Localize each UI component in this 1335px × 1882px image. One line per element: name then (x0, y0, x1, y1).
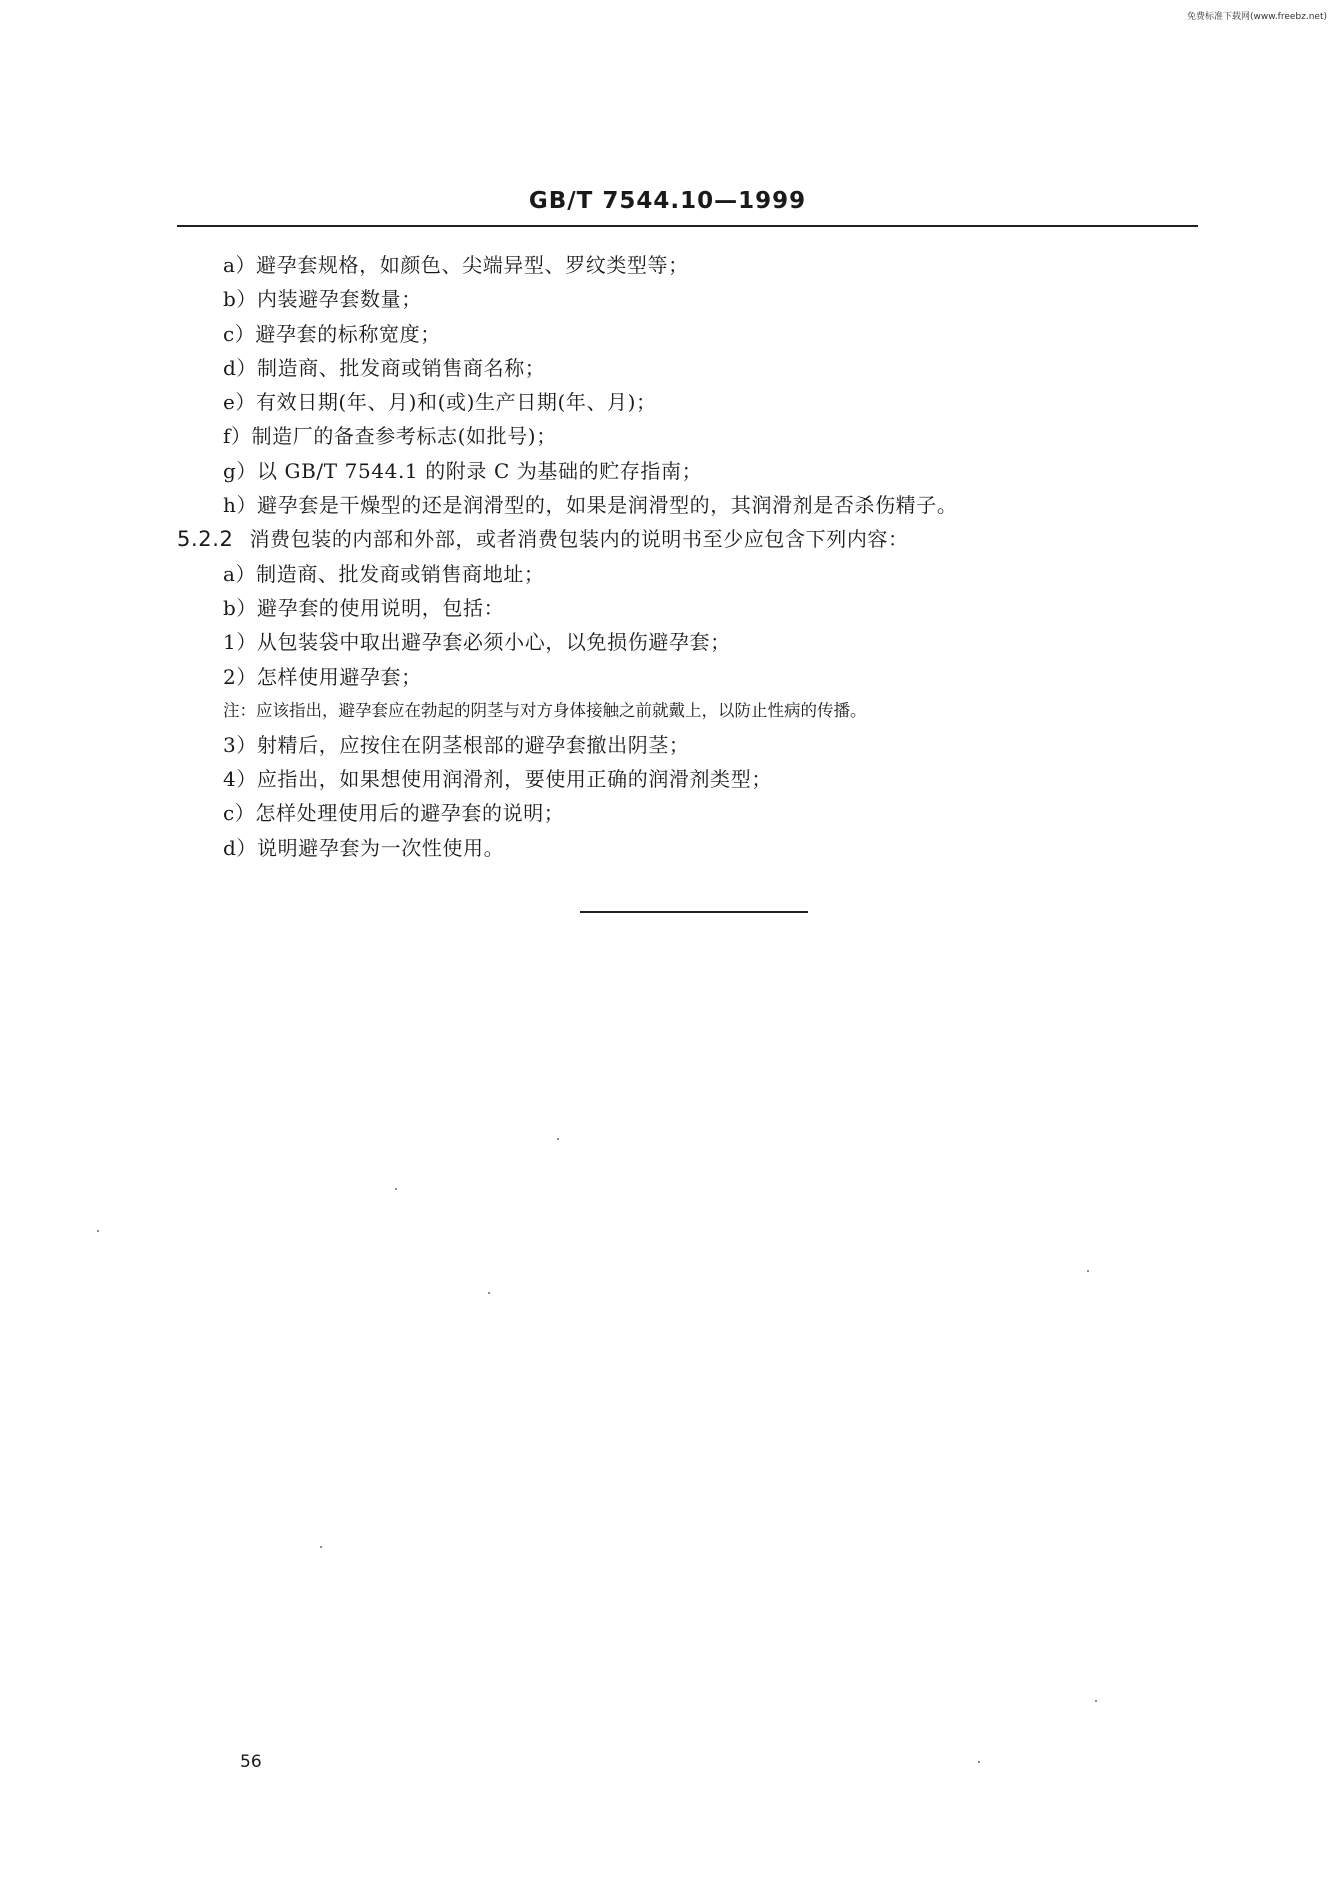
list-item-a: a）制造商、批发商或销售商地址； (223, 561, 545, 586)
list-item-4: 4）应指出，如果想使用润滑剂，要使用正确的润滑剂类型； (223, 767, 772, 792)
clause-text: 消费包装的内部和外部，或者消费包装内的说明书至少应包含下列内容： (249, 527, 909, 552)
list-item-h: h）避孕套是干燥型的还是润滑型的，如果是润滑型的，其润滑剂是否杀伤精子。 (223, 493, 958, 518)
end-of-text-rule (580, 911, 808, 913)
list-item-1: 1）从包装袋中取出避孕套必须小心，以免损伤避孕套； (223, 630, 731, 655)
scan-speck (320, 1546, 322, 1548)
clause-number: 5.2.2 (177, 527, 234, 552)
scan-speck (557, 1138, 559, 1140)
standard-number-header: GB/T 7544.10—1999 (528, 188, 807, 214)
scan-speck (488, 1292, 490, 1294)
list-item-f: f）制造厂的备查参考标志(如批号)； (223, 424, 557, 449)
watermark-text: 免费标准下载网(www.freebz.net) (1187, 12, 1327, 22)
scan-speck (1095, 1700, 1097, 1702)
scan-speck (978, 1761, 980, 1763)
list-item-b: b）避孕套的使用说明，包括： (223, 595, 505, 620)
list-item-d: d）制造商、批发商或销售商名称； (223, 355, 546, 380)
header-rule (177, 225, 1198, 227)
list-item-g: g）以 GB/T 7544.1 的附录 C 为基础的贮存指南； (223, 458, 703, 483)
list-item-d: d）说明避孕套为一次性使用。 (223, 835, 505, 860)
scan-speck (97, 1230, 99, 1232)
list-item-e: e）有效日期(年、月)和(或)生产日期(年、月)； (223, 390, 657, 415)
scan-speck (395, 1188, 397, 1190)
list-item-3: 3）射精后，应按住在阴茎根部的避孕套撤出阴茎； (223, 732, 690, 757)
list-item-2: 2）怎样使用避孕套； (223, 664, 422, 689)
document-body (177, 248, 1207, 865)
clause-5-2-2 (177, 522, 1207, 556)
list-item-a: a）避孕套规格，如颜色、尖端异型、罗纹类型等； (223, 253, 689, 277)
list-item-c: c）避孕套的标称宽度； (223, 321, 441, 346)
note-text: 注：应该指出，避孕套应在勃起的阴茎与对方身体接触之前就戴上，以防止性病的传播。 (223, 700, 867, 720)
list-item-b: b）内装避孕套数量； (223, 287, 422, 312)
scan-speck (1087, 1270, 1089, 1272)
page-number: 56 (240, 1752, 262, 1772)
list-item-c: c）怎样处理使用后的避孕套的说明； (223, 801, 565, 826)
